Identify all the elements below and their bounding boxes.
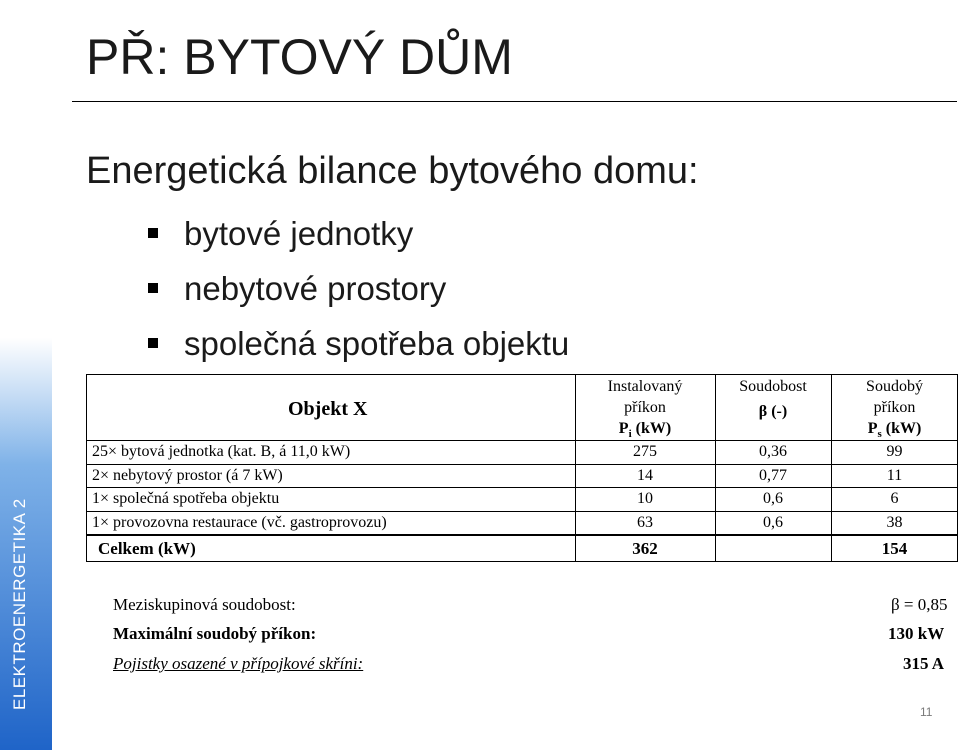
sidebar-label: ELEKTROENERGETIKA 2	[10, 498, 29, 710]
bullet-text: nebytové prostory	[184, 270, 447, 307]
row-label: 1× společná spotřeba objektu	[92, 490, 280, 507]
header-installed-symbol: P	[618, 420, 629, 437]
summary-demand-label: Maximální soudobý příkon:	[113, 624, 317, 643]
header-demand-sub: s	[877, 428, 882, 441]
bullet-item	[148, 212, 569, 267]
bullet-text: společná spotřeba objektu	[184, 325, 570, 362]
table-rule	[86, 440, 958, 441]
header-object: Objekt X	[288, 398, 368, 420]
header-installed-line3	[575, 418, 715, 445]
header-installed-sub: i	[628, 428, 632, 441]
header-simultaneity	[715, 376, 831, 422]
summary-simultaneity-label: Meziskupinová soudobost:	[113, 595, 296, 614]
table-rule	[86, 534, 958, 536]
header-demand-line2: příkon	[873, 399, 916, 416]
load-table	[86, 374, 958, 562]
square-bullet-icon	[148, 338, 158, 348]
total-demand: 154	[881, 539, 908, 558]
square-bullet-icon	[148, 283, 158, 293]
row-beta: 0,6	[763, 514, 783, 531]
page-number: 11	[920, 705, 933, 719]
header-simultaneity-line1: Soudobost	[739, 378, 807, 395]
header-demand-line1: Soudobý	[866, 378, 923, 395]
header-installed-line2: příkon	[624, 399, 666, 416]
slide-title: PŘ: BYTOVÝ DŮM	[86, 29, 513, 85]
table-rule	[86, 464, 958, 465]
square-bullet-icon	[148, 228, 158, 238]
header-installed-unit: (kW)	[631, 420, 672, 437]
total-installed: 362	[632, 539, 658, 558]
row-label: 25× bytová jednotka (kat. B, á 11,0 kW)	[92, 443, 351, 460]
row-beta: 0,77	[759, 467, 787, 484]
row-label: 1× provozovna restaurace (vč. gastroprovozu)	[92, 514, 387, 531]
row-beta: 0,36	[759, 443, 787, 460]
row-installed: 63	[637, 514, 653, 531]
header-demand-unit: (kW)	[881, 420, 922, 437]
header-demand-line3	[831, 418, 958, 445]
row-demand: 99	[886, 443, 903, 460]
row-installed: 14	[637, 467, 653, 484]
bullet-text: bytové jednotky	[184, 215, 414, 252]
summary-demand-value: 130 kW	[888, 624, 945, 643]
row-label: 2× nebytový prostor (á 7 kW)	[92, 467, 283, 484]
title-divider	[72, 101, 957, 102]
header-installed-line1: Instalovaný	[607, 378, 683, 395]
row-beta: 0,6	[763, 490, 783, 507]
row-installed: 10	[637, 490, 653, 507]
bullet-list	[148, 212, 569, 377]
table-rule	[86, 487, 958, 488]
slide-subtitle: Energetická bilance bytového domu:	[86, 150, 699, 192]
row-demand: 6	[890, 490, 899, 507]
table-rule	[86, 511, 958, 512]
bullet-item	[148, 267, 569, 322]
header-installed	[575, 376, 715, 445]
header-demand-symbol: P	[867, 420, 878, 437]
summary-fuses-value: 315 A	[903, 654, 945, 673]
header-simultaneity-line2: β (-)	[758, 403, 788, 420]
summary-fuses-label: Pojistky osazené v přípojkové skříni:	[113, 654, 364, 673]
row-installed: 275	[633, 443, 657, 460]
header-demand	[831, 376, 958, 445]
bullet-item	[148, 322, 569, 377]
row-demand: 11	[886, 467, 903, 484]
summary-simultaneity-value: β = 0,85	[891, 595, 948, 614]
total-label: Celkem (kW)	[98, 539, 196, 558]
row-demand: 38	[886, 514, 903, 531]
